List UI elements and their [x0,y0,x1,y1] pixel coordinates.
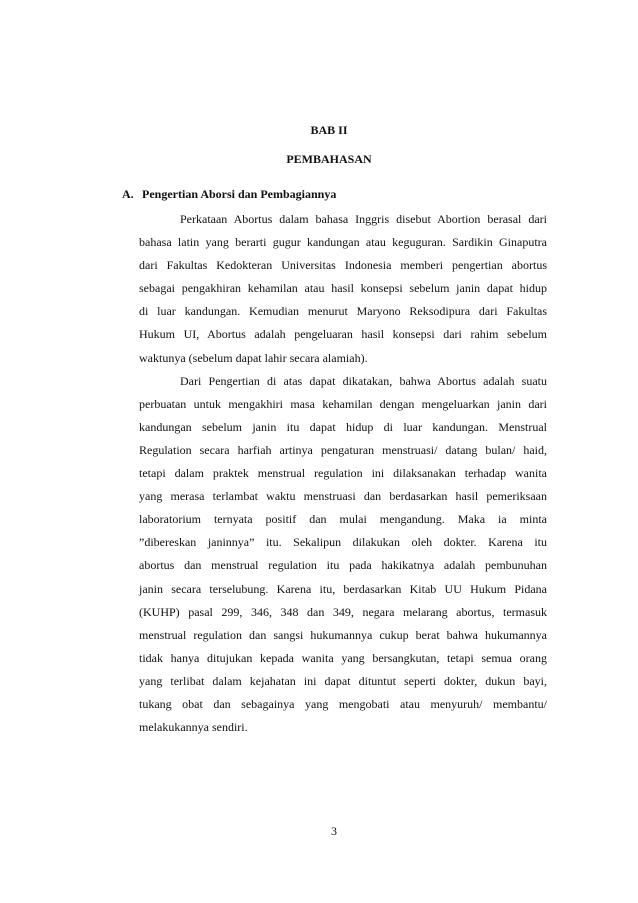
body-text [139,208,547,739]
text-line: waktunya (sebelum dapat lahir secara alamiah). [139,350,368,365]
text-line: di luar kandungan. Kemudian menurut Maryono Reksodipura dari Fakultas [139,304,547,319]
text-line: abortus dan menstrual regulation itu pada hakikatnya adalah pembunuhan [139,558,547,573]
section-heading [122,186,552,202]
text-line: janin secara terselubung. Karena itu, berdasarkan Kitab UU Hukum Pidana [139,581,547,596]
text-line: Dari Pengertian di atas dapat dikatakan, bahwa Abortus adalah suatu [180,373,547,388]
text-line: tetapi dalam praktek menstrual regulation ini dilaksanakan terhadap wanita [139,466,547,481]
text-line: Hukum UI, Abortus adalah pengeluaran hasil konsepsi dari rahim sebelum [139,327,547,342]
text-line: sebagai pengakhiran kehamilan atau hasil konsepsi sebelum janin dapat hidup [139,281,547,296]
text-line: laboratorium ternyata positif dan mulai mengandung. Maka ia minta [139,512,547,527]
section-title: Pengertian Aborsi dan Pembagiannya [142,187,337,201]
text-line: kandungan sebelum janin itu dapat hidup di luar kandungan. Menstrual [139,419,547,434]
text-line: bahasa latin yang berarti gugur kandungan atau keguguran. Sardikin Ginaputra [139,235,547,250]
text-line: (KUHP) pasal 299, 346, 348 dan 349, negara melarang abortus, termasuk [139,604,547,619]
chapter-title: PEMBAHASAN [286,152,372,166]
text-line: Perkataan Abortus dalam bahasa Inggris disebut Abortion berasal dari [180,212,547,226]
page-number: 3 [331,824,337,838]
text-line: yang terlibat dalam kejahatan ini dapat dituntut seperti dokter, dukun bayi, [139,673,547,688]
text-line: ”dibereskan janinnya” itu. Sekalipun dilakukan oleh dokter. Karena itu [139,535,547,550]
text-line: tidak hanya ditujukan kepada wanita yang bersangkutan, tetapi semua orang [139,650,547,665]
text-line: menstrual regulation dan sangsi hukumannya cukup berat bahwa hukumannya [139,627,547,642]
text-line: perbuatan untuk mengakhiri masa kehamilan dengan mengeluarkan janin dari [139,396,547,411]
text-line: dari Fakultas Kedokteran Universitas Indonesia memberi pengertian abortus [139,258,547,273]
section-label: A. [122,187,134,201]
text-line: yang merasa terlambat waktu menstruasi dan berdasarkan hasil pemeriksaan [139,489,547,504]
text-line: melakukannya sendiri. [139,720,248,735]
text-line: Regulation secara harfiah artinya pengaturan menstruasi/ datang bulan/ haid, [139,442,547,457]
text-line: tukang obat dan sebagainya yang mengobati atau menyuruh/ membantu/ [139,696,547,711]
chapter-number: BAB II [310,123,348,137]
